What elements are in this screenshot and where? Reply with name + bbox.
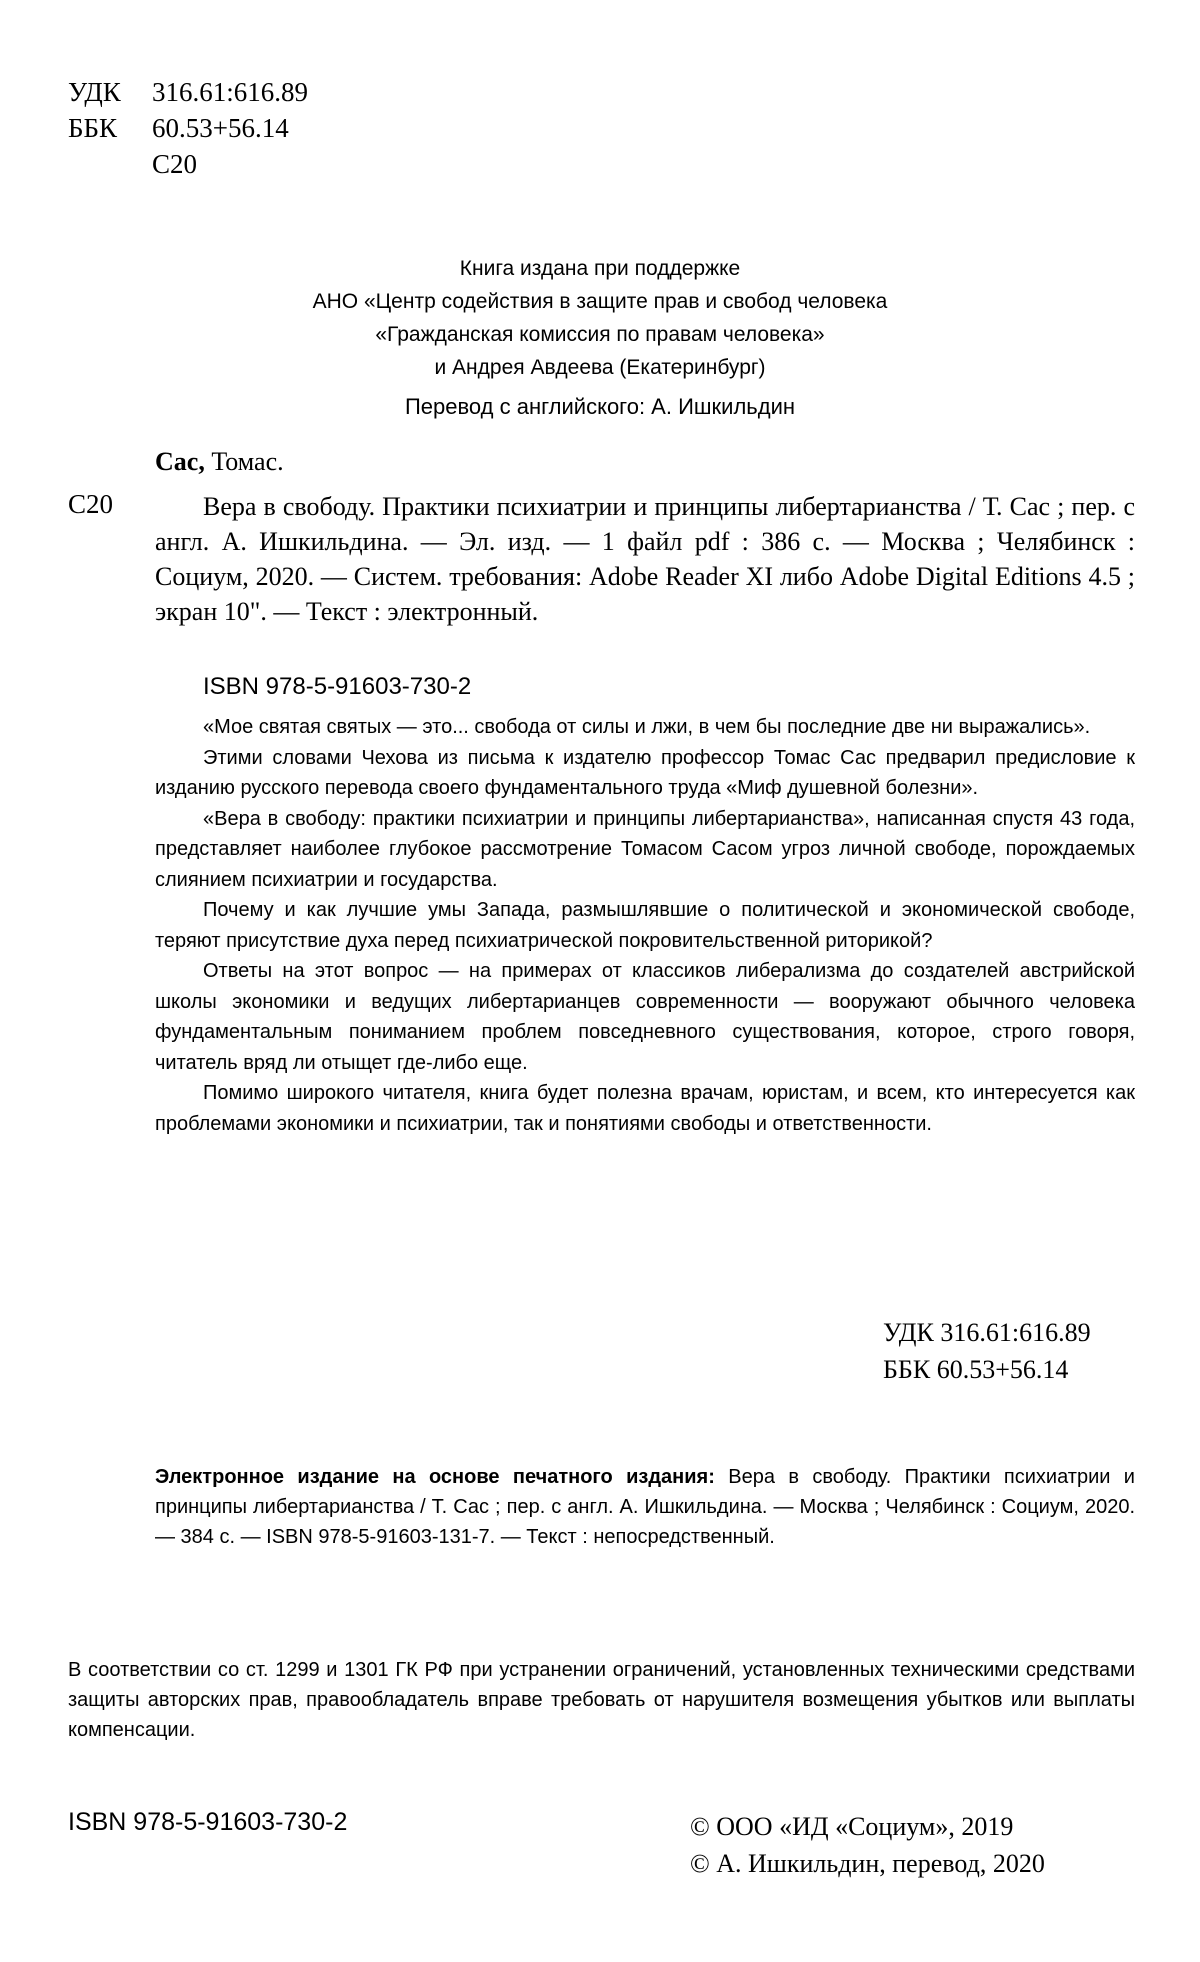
isbn-bottom: ISBN 978-5-91603-730-2	[68, 1808, 348, 1836]
electronic-text: Вера в свободу. Практики психиатрии и принципы либертарианства / Т. Сас ; пер. с англ. А. Ишкильдина. — Москва ; Челябинск : Социум, 2020. — 384 с. — ISBN 978-5-91603-131-7. — Текст : непосредственный.	[155, 1466, 1135, 1548]
support-line: Книга издана при поддержке	[459, 257, 741, 280]
electronic-edition-note	[155, 1462, 1135, 1552]
udk-row	[68, 74, 308, 110]
electronic-label: Электронное издание на основе печатного издания:	[155, 1466, 715, 1488]
abstract-paragraph: Помимо широкого читателя, книга будет полезна врачам, юристам, и всем, кто интересуется как проблемами экономики и психиатрии, так и понятиями свободы и ответственности.	[155, 1082, 1135, 1135]
abstract	[155, 712, 1135, 1139]
abstract-paragraph: Почему и как лучшие умы Запада, размышлявшие о политической и экономической свободе, теряют присутствие духа перед психиатрической покровительственной риторикой?	[155, 899, 1135, 952]
udk-label: УДК	[68, 77, 121, 107]
abstract-paragraph: Этими словами Чехова из письма к издателю профессор Томас Сас предварил предисловие к изданию русского перевода своего фундаментального труда «Миф душевной болезни».	[155, 746, 1135, 799]
bbk-row	[68, 110, 308, 146]
support-line: и Андрея Авдеева (Екатеринбург)	[434, 356, 766, 379]
support-line: «Гражданская комиссия по правам человека»	[375, 323, 825, 346]
copyright-line: © ООО «ИД «Социум», 2019	[690, 1812, 1014, 1841]
classification-codes	[68, 74, 308, 182]
author-mark: С20	[152, 149, 198, 179]
copyright-line: © А. Ишкильдин, перевод, 2020	[690, 1849, 1045, 1878]
isbn-main: ISBN 978-5-91603-730-2	[203, 673, 472, 700]
abstract-paragraph: Ответы на этот вопрос — на примерах от классиков либерализма до создателей австрийской школы экономики и ведущих либертарианцев современности — вооружают обычного человека фундаментальным пониманием проблем повседневного существования, которое, строго говоря, читатель вряд ли отыщет где-либо еще.	[155, 960, 1135, 1074]
bbk-right-line: ББК 60.53+56.14	[883, 1355, 1069, 1384]
author-name: Томас.	[204, 447, 284, 476]
udk-value: 316.61:616.89	[152, 77, 309, 107]
support-line: АНО «Центр содействия в защите прав и свобод человека	[312, 290, 888, 313]
translator-credit: Перевод с английского: А. Ишкильдин	[404, 394, 796, 419]
author-mark-row	[68, 146, 308, 182]
biblio-author-mark: С20	[68, 489, 114, 519]
legal-notice: В соответствии со ст. 1299 и 1301 ГК РФ при устранении ограничений, установленных техническими средствами защиты авторских прав, правообладатель вправе требовать от нарушителя возмещения убытков или выплаты компенсации.	[68, 1659, 1135, 1741]
author-heading	[155, 447, 284, 477]
abstract-paragraph: «Вера в свободу: практики психиатрии и принципы либертарианства», написанная спустя 43 года, представляет наиболее глубокое рассмотрение Томасом Сасом угроз личной свободе, порождаемых слиянием психиатрии и государства.	[155, 807, 1135, 891]
abstract-paragraph: «Мое святая святых — это... свобода от силы и лжи, в чем бы последние две ни выражались».	[203, 716, 1091, 738]
support-notice	[0, 252, 1200, 384]
copyright-block	[690, 1808, 1045, 1882]
bbk-label: ББК	[68, 113, 118, 143]
bbk-value: 60.53+56.14	[152, 113, 289, 143]
udk-right-line: УДК 316.61:616.89	[883, 1318, 1091, 1347]
author-surname: Сас,	[155, 447, 205, 476]
bibliographic-description	[155, 489, 1135, 629]
udk-bbk-block	[883, 1314, 1091, 1388]
biblio-text: Вера в свободу. Практики психиатрии и принципы либертарианства / Т. Сас ; пер. с англ. А. Ишкильдина. — Эл. изд. — 1 файл pdf : 386 с. — Москва ; Челябинск : Социум, 2020. — Систем. требования: Adobe Reader XI либо Adobe Digital Editions 4.5 ; экран 10". — Текст : электронный.	[155, 492, 1135, 626]
